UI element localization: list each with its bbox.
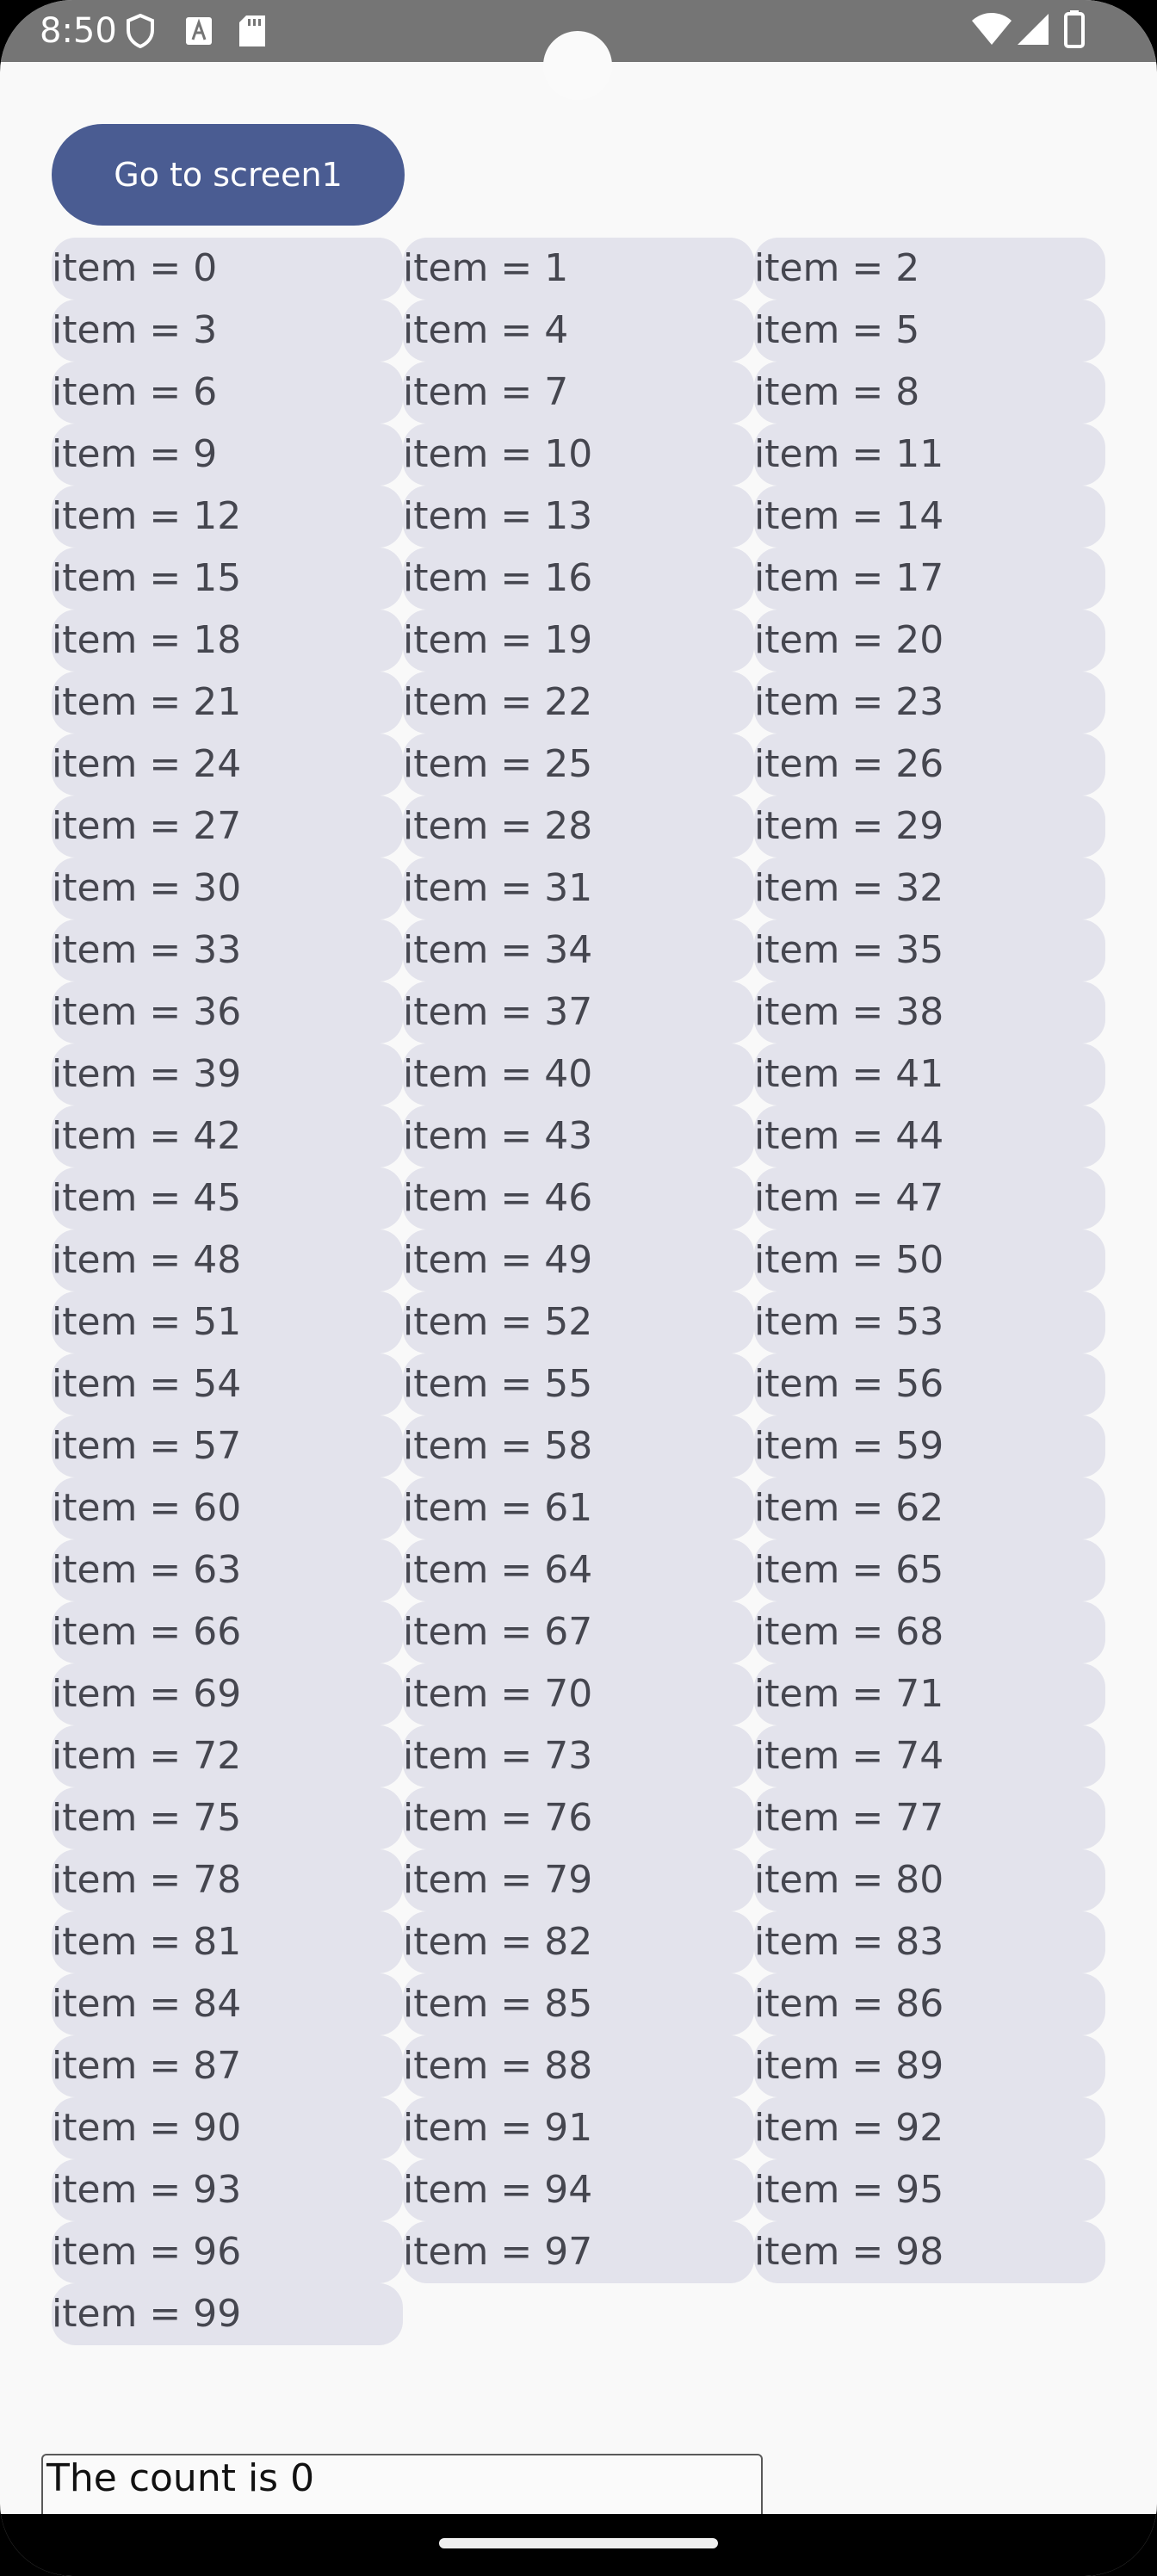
grid-item[interactable]: item = 35: [754, 920, 1105, 981]
grid-item[interactable]: item = 87: [52, 2035, 403, 2097]
grid-item[interactable]: item = 76: [403, 1787, 754, 1849]
count-field[interactable]: The count is 0: [41, 2454, 763, 2557]
grid-item[interactable]: item = 95: [754, 2159, 1105, 2221]
grid-item[interactable]: item = 80: [754, 1849, 1105, 1911]
grid-item[interactable]: item = 42: [52, 1105, 403, 1167]
status-time: 8:50: [40, 11, 117, 51]
go-to-screen1-button[interactable]: Go to screen1: [52, 124, 405, 226]
grid-item[interactable]: item = 85: [403, 1973, 754, 2035]
grid-item[interactable]: item = 45: [52, 1167, 403, 1229]
wifi-icon: [971, 12, 1012, 46]
grid-item[interactable]: item = 79: [403, 1849, 754, 1911]
grid-item[interactable]: item = 1: [403, 238, 754, 300]
grid-item[interactable]: item = 34: [403, 920, 754, 981]
grid-item[interactable]: item = 32: [754, 858, 1105, 920]
grid-item[interactable]: item = 52: [403, 1291, 754, 1353]
grid-item[interactable]: item = 33: [52, 920, 403, 981]
grid-item[interactable]: item = 61: [403, 1477, 754, 1539]
text-a-icon: [186, 17, 212, 45]
grid-item[interactable]: item = 22: [403, 672, 754, 734]
grid-item[interactable]: item = 3: [52, 300, 403, 362]
shield-icon: [126, 14, 155, 48]
grid-item[interactable]: item = 12: [52, 486, 403, 548]
grid-item[interactable]: item = 64: [403, 1539, 754, 1601]
grid-item[interactable]: item = 46: [403, 1167, 754, 1229]
grid-item[interactable]: item = 8: [754, 362, 1105, 424]
grid-item[interactable]: item = 40: [403, 1043, 754, 1105]
grid-item[interactable]: item = 69: [52, 1663, 403, 1725]
grid-item[interactable]: item = 2: [754, 238, 1105, 300]
grid-item[interactable]: item = 74: [754, 1725, 1105, 1787]
grid-item[interactable]: item = 25: [403, 734, 754, 796]
grid-item[interactable]: item = 99: [52, 2283, 403, 2345]
grid-item[interactable]: item = 14: [754, 486, 1105, 548]
grid-item[interactable]: item = 54: [52, 1353, 403, 1415]
grid-item[interactable]: item = 94: [403, 2159, 754, 2221]
grid-item[interactable]: item = 23: [754, 672, 1105, 734]
grid-item[interactable]: item = 83: [754, 1911, 1105, 1973]
grid-item[interactable]: item = 84: [52, 1973, 403, 2035]
grid-item[interactable]: item = 9: [52, 424, 403, 486]
grid-item[interactable]: item = 92: [754, 2097, 1105, 2159]
grid-item[interactable]: item = 97: [403, 2221, 754, 2283]
grid-item[interactable]: item = 66: [52, 1601, 403, 1663]
grid-item[interactable]: item = 91: [403, 2097, 754, 2159]
grid-item[interactable]: item = 37: [403, 981, 754, 1043]
grid-item[interactable]: item = 15: [52, 548, 403, 610]
grid-item[interactable]: item = 19: [403, 610, 754, 672]
grid-item[interactable]: item = 31: [403, 858, 754, 920]
grid-item[interactable]: item = 4: [403, 300, 754, 362]
grid-item[interactable]: item = 67: [403, 1601, 754, 1663]
home-gesture-handle[interactable]: [439, 2538, 718, 2548]
grid-item[interactable]: item = 62: [754, 1477, 1105, 1539]
items-grid[interactable]: [52, 238, 1105, 2345]
grid-item[interactable]: item = 13: [403, 486, 754, 548]
grid-item[interactable]: item = 59: [754, 1415, 1105, 1477]
grid-item[interactable]: item = 28: [403, 796, 754, 858]
grid-item[interactable]: item = 17: [754, 548, 1105, 610]
grid-item[interactable]: item = 6: [52, 362, 403, 424]
grid-item[interactable]: item = 65: [754, 1539, 1105, 1601]
grid-item[interactable]: item = 53: [754, 1291, 1105, 1353]
grid-item[interactable]: item = 43: [403, 1105, 754, 1167]
grid-item[interactable]: item = 48: [52, 1229, 403, 1291]
grid-item[interactable]: item = 88: [403, 2035, 754, 2097]
grid-item[interactable]: item = 49: [403, 1229, 754, 1291]
grid-item[interactable]: item = 81: [52, 1911, 403, 1973]
grid-item[interactable]: item = 68: [754, 1601, 1105, 1663]
grid-item[interactable]: item = 39: [52, 1043, 403, 1105]
camera-cutout: [543, 31, 612, 100]
sd-card-icon: [239, 15, 265, 46]
grid-item[interactable]: item = 18: [52, 610, 403, 672]
grid-item[interactable]: item = 27: [52, 796, 403, 858]
grid-item[interactable]: item = 96: [52, 2221, 403, 2283]
grid-item[interactable]: item = 24: [52, 734, 403, 796]
grid-item[interactable]: item = 86: [754, 1973, 1105, 2035]
grid-item[interactable]: item = 63: [52, 1539, 403, 1601]
grid-item[interactable]: item = 98: [754, 2221, 1105, 2283]
grid-item[interactable]: item = 10: [403, 424, 754, 486]
grid-item[interactable]: item = 21: [52, 672, 403, 734]
grid-item[interactable]: item = 51: [52, 1291, 403, 1353]
grid-item[interactable]: item = 26: [754, 734, 1105, 796]
grid-item[interactable]: item = 7: [403, 362, 754, 424]
grid-item[interactable]: item = 50: [754, 1229, 1105, 1291]
grid-item[interactable]: item = 72: [52, 1725, 403, 1787]
grid-item[interactable]: item = 70: [403, 1663, 754, 1725]
grid-item[interactable]: item = 73: [403, 1725, 754, 1787]
grid-item[interactable]: item = 71: [754, 1663, 1105, 1725]
signal-icon: [1016, 12, 1050, 46]
grid-item[interactable]: item = 30: [52, 858, 403, 920]
grid-item[interactable]: item = 44: [754, 1105, 1105, 1167]
grid-item[interactable]: item = 29: [754, 796, 1105, 858]
grid-item[interactable]: item = 16: [403, 548, 754, 610]
grid-item[interactable]: item = 82: [403, 1911, 754, 1973]
grid-item[interactable]: item = 36: [52, 981, 403, 1043]
grid-item[interactable]: item = 78: [52, 1849, 403, 1911]
grid-item[interactable]: item = 75: [52, 1787, 403, 1849]
grid-item[interactable]: item = 20: [754, 610, 1105, 672]
grid-item[interactable]: item = 38: [754, 981, 1105, 1043]
grid-item[interactable]: item = 93: [52, 2159, 403, 2221]
grid-item[interactable]: item = 55: [403, 1353, 754, 1415]
grid-item[interactable]: item = 41: [754, 1043, 1105, 1105]
grid-item[interactable]: item = 47: [754, 1167, 1105, 1229]
grid-item[interactable]: item = 90: [52, 2097, 403, 2159]
grid-item[interactable]: item = 0: [52, 238, 403, 300]
grid-item[interactable]: item = 89: [754, 2035, 1105, 2097]
grid-item[interactable]: item = 5: [754, 300, 1105, 362]
grid-item[interactable]: item = 57: [52, 1415, 403, 1477]
grid-item[interactable]: item = 77: [754, 1787, 1105, 1849]
grid-item[interactable]: item = 56: [754, 1353, 1105, 1415]
grid-item[interactable]: item = 58: [403, 1415, 754, 1477]
battery-icon: [1064, 10, 1085, 48]
grid-item[interactable]: item = 11: [754, 424, 1105, 486]
grid-item[interactable]: item = 60: [52, 1477, 403, 1539]
